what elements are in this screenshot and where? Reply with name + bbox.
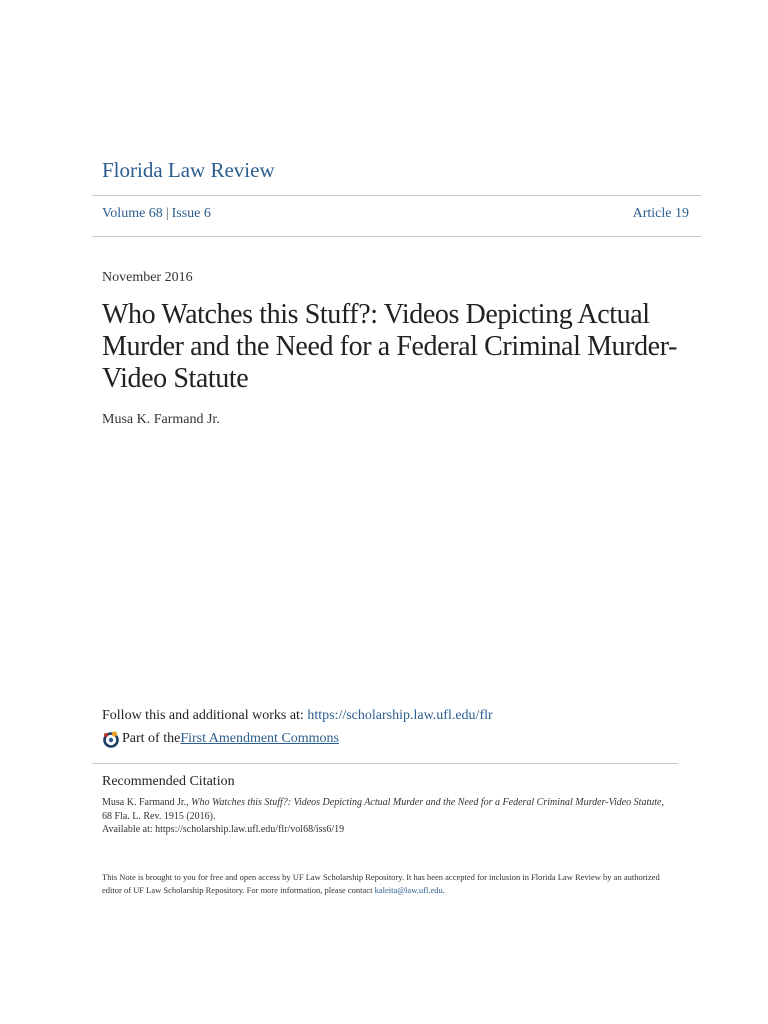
issue-bar bbox=[102, 206, 689, 222]
volume-link[interactable]: Volume 68 bbox=[102, 206, 163, 221]
first-amendment-commons-link[interactable]: First Amendment Commons bbox=[180, 731, 340, 746]
notice-end: . bbox=[442, 885, 445, 895]
part-of-line bbox=[102, 730, 339, 748]
citation-author: Musa K. Farmand Jr., bbox=[102, 797, 192, 808]
top-divider bbox=[92, 195, 701, 196]
citation-tail: , bbox=[661, 797, 664, 808]
issue-link[interactable]: Issue 6 bbox=[171, 206, 211, 221]
citation-available: Available at: https://scholarship.law.ufl.edu/flr/vol68/iss6/19 bbox=[102, 824, 345, 835]
author-name: Musa K. Farmand Jr. bbox=[102, 412, 220, 427]
citation-body bbox=[102, 796, 672, 837]
repository-link[interactable]: https://scholarship.law.ufl.edu/flr bbox=[307, 708, 493, 723]
publication-date: November 2016 bbox=[102, 270, 193, 285]
article-number-link[interactable]: Article 19 bbox=[632, 206, 689, 221]
article-title: Who Watches this Stuff?: Videos Depicting Actual Murder and the Need for a Federal Criminal Murder-Video Statute bbox=[102, 299, 678, 394]
bottom-divider bbox=[92, 236, 701, 237]
part-of-prefix: Part of the bbox=[122, 731, 181, 746]
citation-heading: Recommended Citation bbox=[102, 774, 235, 789]
notice-text: This Note is brought to you for free and open access by UF Law Scholarship Repository. It has been accepted for inclusion in Florida Law Review by an authorized editor of UF Law Scholarship Repository. For more information, please contact bbox=[102, 872, 660, 895]
follow-prefix: Follow this and additional works at: bbox=[102, 708, 308, 723]
citation-divider bbox=[92, 763, 678, 764]
follow-line bbox=[102, 708, 493, 724]
citation-title: Who Watches this Stuff?: Videos Depicting Actual Murder and the Need for a Federal Criminal Murder-Video Statute bbox=[191, 797, 662, 808]
citation-reporter: 68 Fla. L. Rev. 1915 (2016). bbox=[102, 810, 216, 822]
volume-issue-separator: | bbox=[165, 206, 169, 221]
journal-title: Florida Law Review bbox=[102, 158, 275, 182]
access-notice bbox=[102, 871, 672, 897]
digital-commons-network-icon bbox=[102, 730, 120, 748]
contact-email-link[interactable]: kaleita@law.ufl.edu bbox=[374, 885, 443, 895]
